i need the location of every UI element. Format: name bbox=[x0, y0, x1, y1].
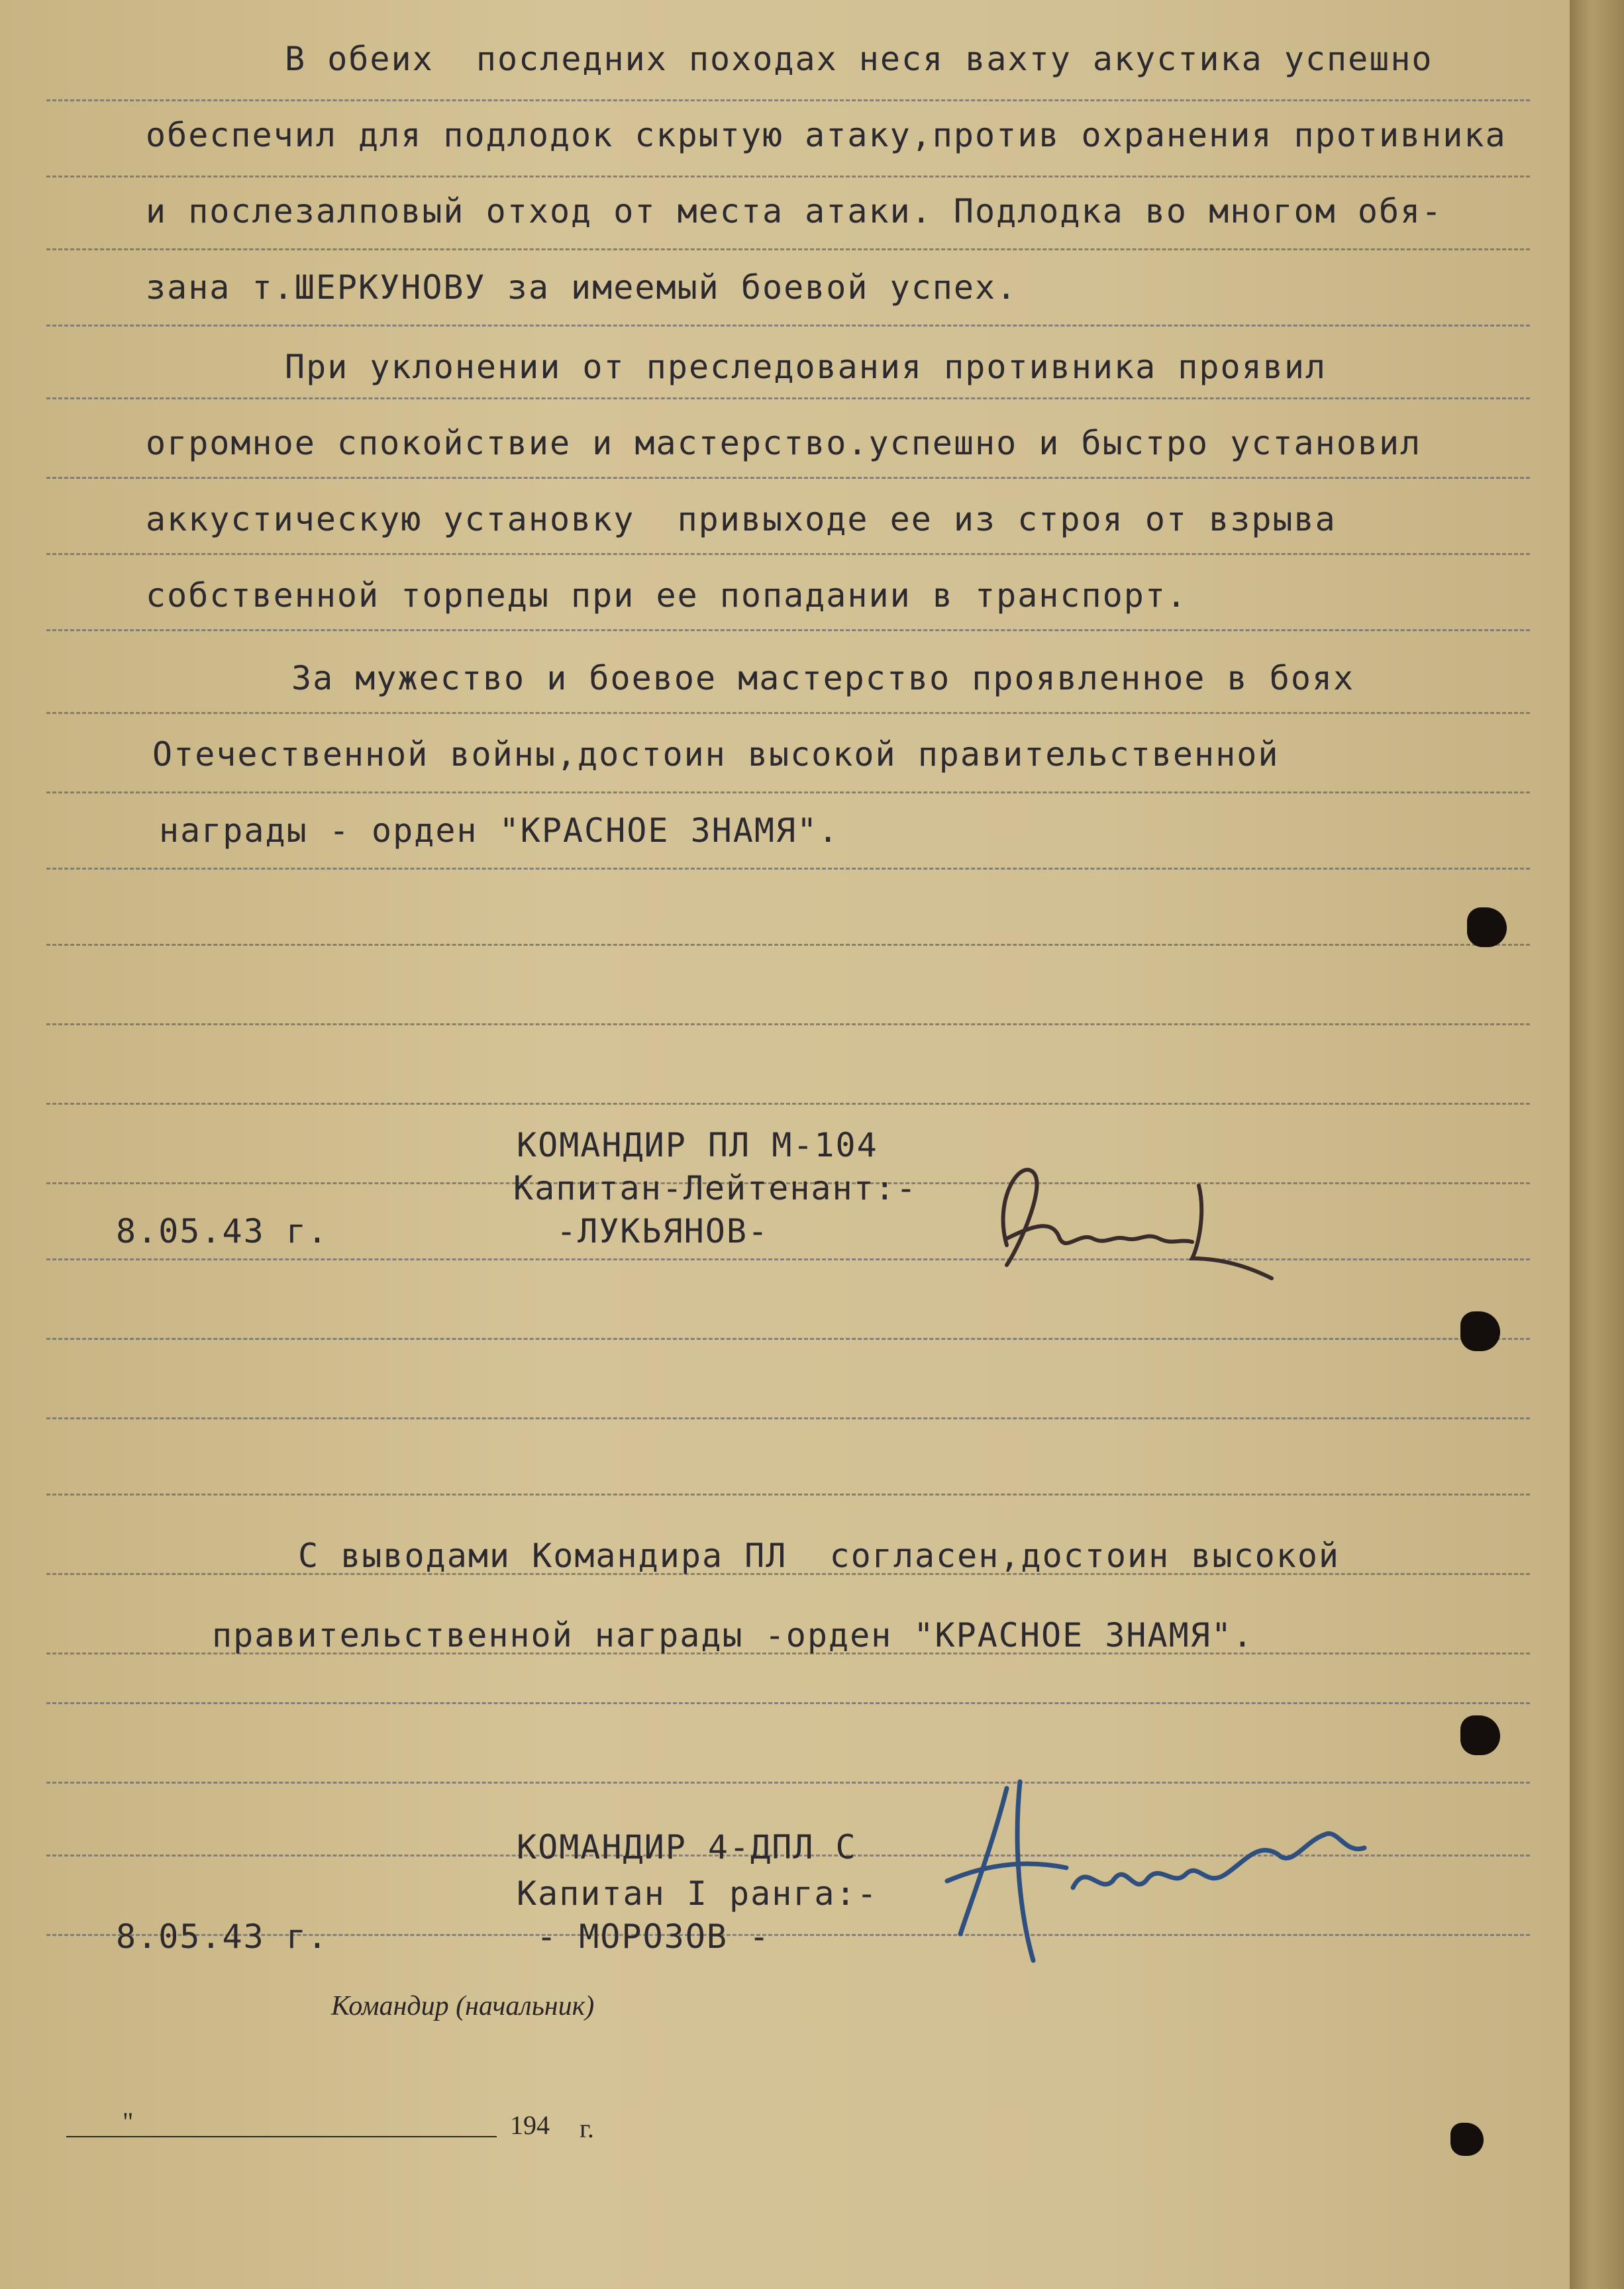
form-rule bbox=[46, 791, 1530, 793]
signature-2 bbox=[934, 1762, 1384, 1980]
signer1-date: 8.05.43 г. bbox=[116, 1212, 329, 1250]
year-prefix: 194 bbox=[510, 2110, 550, 2140]
form-rule bbox=[46, 553, 1530, 555]
signer2-name: - МОРОЗОВ - bbox=[536, 1917, 771, 1956]
form-rule bbox=[46, 1103, 1530, 1105]
form-rule bbox=[46, 248, 1530, 250]
form-rule bbox=[46, 477, 1530, 479]
signer2-title: КОМАНДИР 4-ДПЛ С bbox=[517, 1828, 857, 1866]
signer1-name: -ЛУКЬЯНОВ- bbox=[556, 1212, 770, 1250]
body-line: аккустическую установку привыходе ее из строя от взрыва bbox=[146, 500, 1337, 538]
signer1-title: КОМАНДИР ПЛ М-104 bbox=[517, 1126, 878, 1164]
punch-hole bbox=[1450, 2123, 1484, 2156]
body-line: За мужество и боевое мастерство проявленное в боях bbox=[291, 659, 1355, 697]
form-rule bbox=[46, 1702, 1530, 1704]
form-rule bbox=[46, 325, 1530, 327]
date-quote: " bbox=[123, 2107, 134, 2137]
form-rule bbox=[46, 944, 1530, 946]
commander-caption: Командир (начальник) bbox=[331, 1991, 595, 2021]
signer2-date: 8.05.43 г. bbox=[116, 1917, 329, 1956]
body-line: обеспечил для подлодок скрытую атаку,против охранения противника bbox=[146, 116, 1507, 154]
signer1-rank: Капитан-Лейтенант:- bbox=[513, 1169, 917, 1207]
body-line: награды - орден "КРАСНОЕ ЗНАМЯ". bbox=[159, 811, 840, 850]
form-rule bbox=[46, 1494, 1530, 1496]
form-rule bbox=[46, 1258, 1530, 1260]
conclusion-line: правительственной награды -орден "КРАСНОЕ ЗНАМЯ". bbox=[212, 1616, 1254, 1654]
paper-edge bbox=[1570, 0, 1624, 2289]
form-rule bbox=[46, 176, 1530, 178]
form-rule bbox=[46, 712, 1530, 714]
body-line: и послезалповый отход от места атаки. Подлодка во многом обя- bbox=[146, 192, 1443, 230]
form-rule bbox=[46, 1023, 1530, 1025]
year-suffix: г. bbox=[580, 2113, 594, 2143]
body-line: При уклонении от преследования противника проявил bbox=[285, 348, 1327, 386]
form-rule bbox=[46, 629, 1530, 631]
form-rule bbox=[46, 1338, 1530, 1340]
punch-hole bbox=[1460, 1311, 1500, 1351]
date-blank-line bbox=[66, 2136, 497, 2137]
body-line: зана т.ШЕРКУНОВУ за имеемый боевой успех. bbox=[146, 268, 1018, 307]
form-rule bbox=[46, 397, 1530, 399]
body-line: Отечественной войны,достоин высокой правительственной bbox=[152, 735, 1280, 774]
body-line: В обеих последних походах неся вахту акустика успешно bbox=[285, 40, 1433, 78]
signer2-rank: Капитан I ранга:- bbox=[517, 1874, 878, 1913]
conclusion-line: С выводами Командира ПЛ согласен,достоин высокой bbox=[298, 1537, 1341, 1575]
form-rule bbox=[46, 99, 1530, 101]
body-line: огромное спокойствие и мастерство.успешно и быстро установил bbox=[146, 424, 1422, 462]
signature-1 bbox=[980, 1146, 1292, 1292]
punch-hole bbox=[1460, 1715, 1500, 1755]
body-line: собственной торпеды при ее попадании в транспорт. bbox=[146, 576, 1188, 615]
form-rule bbox=[46, 868, 1530, 870]
punch-hole bbox=[1467, 907, 1507, 947]
form-rule bbox=[46, 1417, 1530, 1419]
